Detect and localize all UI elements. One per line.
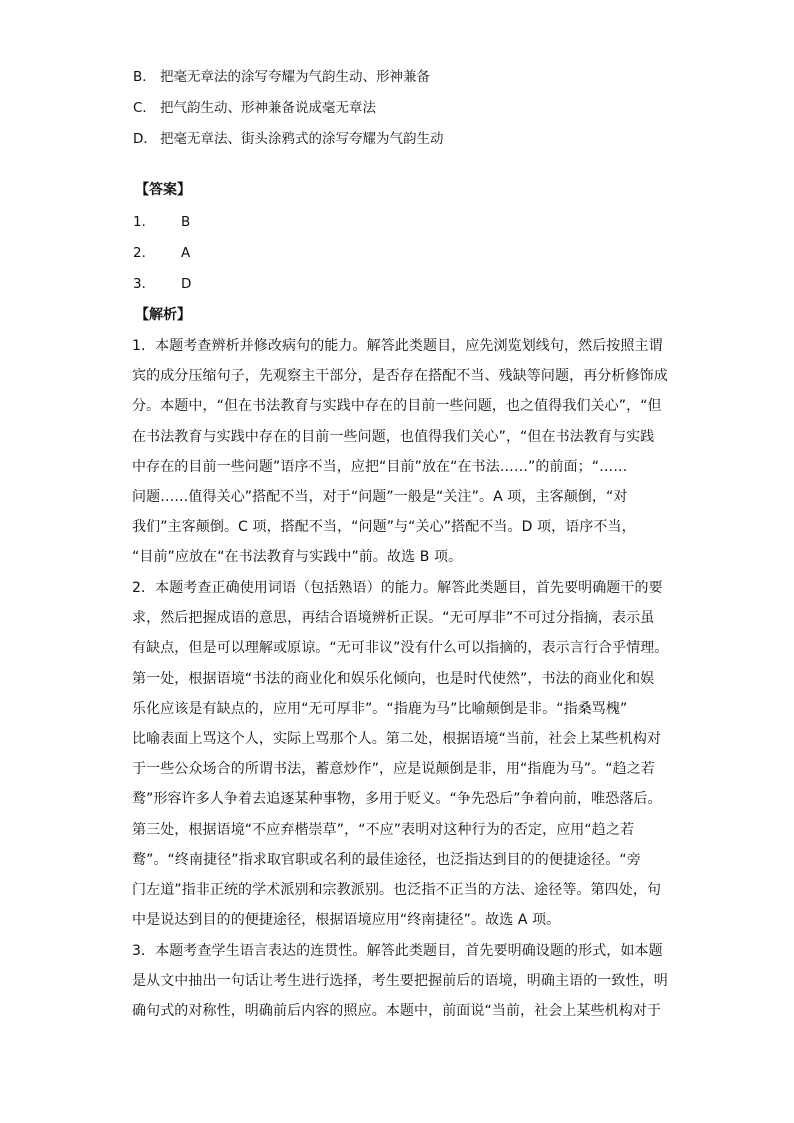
answer-number: 3． bbox=[133, 276, 156, 292]
text-line: 于一些公众场合的所谓书法，蓄意炒作”，应是说颠倒是非，用“指鹿为马”。“趋之若 bbox=[132, 761, 655, 778]
text-line: 有缺点，但是可以理解或原谅。“无可非议”没有什么可以指摘的，表示言行合乎情理。 bbox=[132, 640, 669, 657]
answer-value: D bbox=[181, 276, 192, 292]
answer-value: B bbox=[181, 214, 191, 230]
text-line: “目前”应放在“在书法教育与实践中”前。故选 B 项。 bbox=[132, 549, 463, 566]
option-text: 把气韵生动、形神兼备说成毫无章法 bbox=[160, 100, 376, 116]
text-line: 1．本题考查辨析并修改病句的能力。解答此类题目，应先浏览划线句，然后按照主谓 bbox=[132, 338, 663, 354]
text-line: 分。本题中，“但在书法教育与实践中存在的目前一些问题，也之值得我们关心”，“但 bbox=[132, 398, 662, 415]
text-line: 求，然后把握成语的意思，再结合语境辨析正误。“无可厚非”不可过分指摘，表示虽 bbox=[132, 610, 655, 627]
answer-item bbox=[133, 275, 191, 293]
answer-item bbox=[133, 213, 190, 231]
analysis-heading: 【解析】 bbox=[135, 307, 191, 323]
text-line: 在书法教育与实践中存在的目前一些问题，也值得我们关心”，“但在书法教育与实践 bbox=[132, 428, 655, 445]
text-line: 第一处，根据语境“书法的商业化和娱乐化倾向，也是时代使然”，书法的商业化和娱 bbox=[132, 670, 655, 687]
text-line: 鹜”形容许多人争着去追逐某种事物，多用于贬义。“争先恐后”争着向前，唯恐落后。 bbox=[132, 791, 662, 808]
text-line: 是从文中抽出一句话让考生进行选择，考生要把握前后的语境，明确主语的一致性，明 bbox=[132, 973, 668, 990]
text-line: 门左道”指非正统的学术派别和宗教派别。也泛指不正当的方法、途径等。第四处，句 bbox=[132, 882, 662, 899]
analysis-paragraph-3 bbox=[132, 936, 668, 1027]
option-c bbox=[133, 99, 376, 117]
answer-number: 1． bbox=[133, 214, 156, 230]
text-line: 宾的成分压缩句子，先观察主干部分，是否存在搭配不当、残缺等问题，再分析修饰成 bbox=[132, 368, 668, 385]
text-line: 2．本题考查正确使用词语（包括熟语）的能力。解答此类题目，首先要明确题干的要 bbox=[132, 580, 663, 596]
text-line: 问题……值得关心”搭配不当，对于“问题”一般是“关注”。A 项，主客颠倒，“对 bbox=[132, 489, 628, 506]
text-line: 确句式的对称性，明确前后内容的照应。本题中，前面说“当前，社会上某些机构对于 bbox=[132, 1003, 662, 1020]
option-text: 把毫无章法、街头涂鸦式的涂写夸耀为气韵生动 bbox=[160, 131, 444, 147]
answer-value: A bbox=[181, 245, 191, 261]
text-line: 比喻表面上骂这个人，实际上骂那个人。第二处，根据语境“当前，社会上某些机构对 bbox=[132, 731, 662, 748]
answer-heading: 【答案】 bbox=[135, 182, 191, 198]
text-line: 我们”主客颠倒。C 项，搭配不当，“问题”与“关心”搭配不当。D 项，语序不当， bbox=[132, 519, 636, 536]
analysis-paragraph-1 bbox=[132, 331, 668, 573]
text-line: 中存在的目前一些问题”语序不当，应把“目前”放在“在书法……”的前面；“…… bbox=[132, 458, 628, 475]
text-line: 中是说达到目的的便捷途径，根据语境应用“终南捷径”。故选 A 项。 bbox=[132, 912, 561, 929]
option-letter: C． bbox=[133, 100, 156, 116]
analysis-paragraph-2 bbox=[132, 573, 669, 935]
answer-number: 2． bbox=[133, 245, 156, 261]
option-d bbox=[133, 130, 444, 148]
option-b bbox=[133, 68, 430, 86]
option-letter: B． bbox=[133, 69, 156, 85]
answer-item bbox=[133, 244, 190, 262]
text-line: 鹜”。“终南捷径”指求取官职或名利的最佳途径，也泛指达到目的的便捷途径。“旁 bbox=[132, 851, 641, 868]
option-letter: D． bbox=[133, 131, 157, 147]
text-line: 3．本题考查学生语言表达的连贯性。解答此类题目，首先要明确设题的形式，如本题 bbox=[132, 943, 663, 959]
text-line: 第三处，根据语境“不应弃楷崇草”，“不应”表明对这种行为的否定，应用“趋之若 bbox=[132, 821, 635, 838]
text-line: 乐化应该是有缺点的，应用“无可厚非”。“指鹿为马”比喻颠倒是非。“指桑骂槐” bbox=[132, 700, 628, 717]
option-text: 把毫无章法的涂写夸耀为气韵生动、形神兼备 bbox=[160, 69, 430, 85]
